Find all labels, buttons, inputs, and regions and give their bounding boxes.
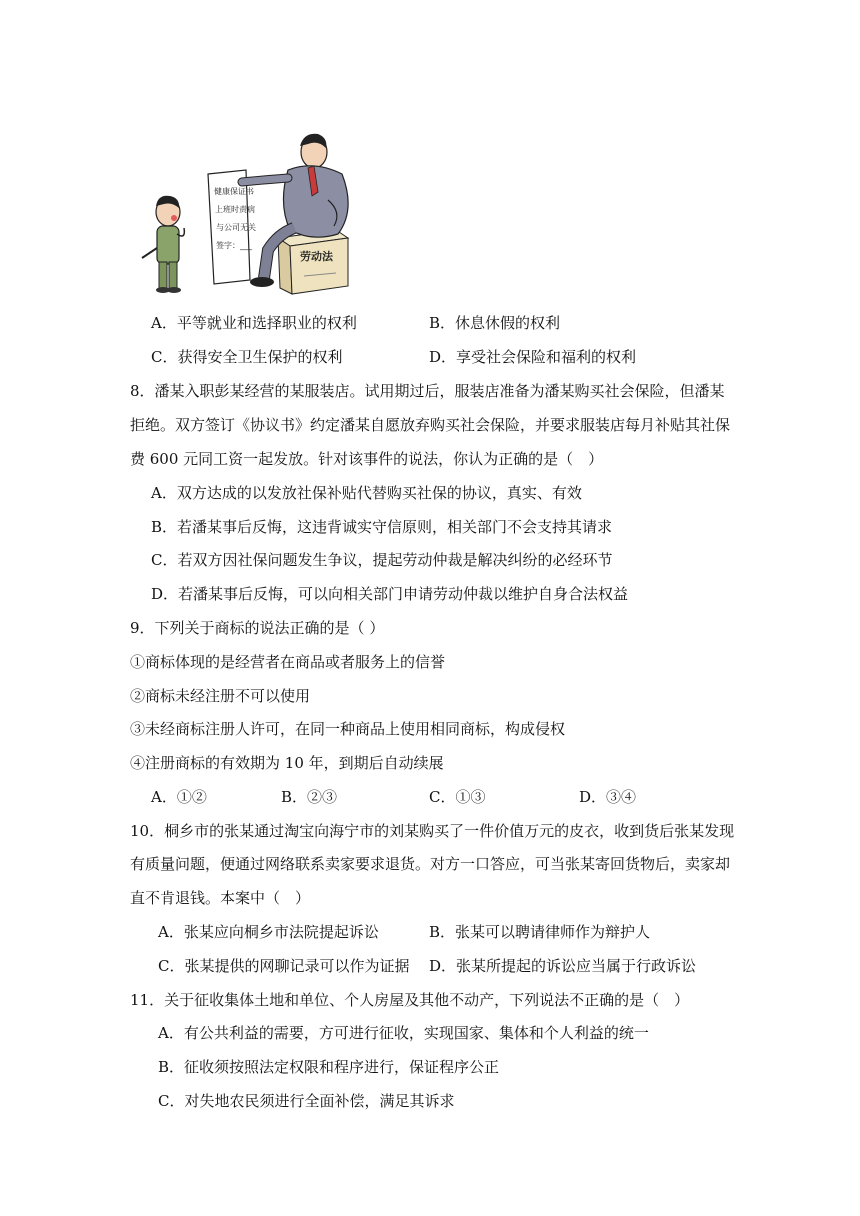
guarantee-document <box>208 170 256 284</box>
q8-option-c: C．若双方因社保问题发生争议，提起劳动仲裁是解决纠纷的必经环节 <box>151 551 613 569</box>
q9-stem: 9．下列关于商标的说法正确的是（ ） <box>130 619 385 637</box>
q8-option-b: B．若潘某事后反悔，这违背诚实守信原则，相关部门不会支持其请求 <box>151 518 613 536</box>
q10-option-d: D．张某所提起的诉讼应当属于行政诉讼 <box>429 957 697 975</box>
q10-stem-line-1: 10．桐乡市的张某通过淘宝向海宁市的刘某购买了一件价值万元的皮衣，收到货后张某发现 <box>130 822 735 840</box>
labor-law-cartoon <box>128 130 356 298</box>
q9-option-c: C．①③ <box>429 788 486 806</box>
q10-stem-line-3: 直不肯退钱。本案中（ ） <box>130 889 311 907</box>
q10-option-c: C．张某提供的网聊记录可以作为证据 <box>158 957 410 975</box>
document-line-4: 签字：___ <box>216 241 252 250</box>
q11-option-c: C．对失地农民须进行全面补偿，满足其诉求 <box>158 1092 455 1110</box>
labor-law-box <box>278 230 348 294</box>
document-line-1: 健康保证书 <box>214 187 254 196</box>
document-line-2: 上班时责病 <box>215 205 255 214</box>
q11-option-b: B．征收须按照法定权限和程序进行，保证程序公正 <box>158 1058 500 1076</box>
q9-option-a: A．①② <box>151 788 207 806</box>
q9-option-d: D．③④ <box>579 788 637 806</box>
q10-stem-line-2: 有质量问题，便通过网络联系卖家要求退货。对方一口答应，可当张某寄回货物后，卖家却 <box>130 855 731 873</box>
q8-option-a: A．双方达成的以发放社保补贴代替购买社保的协议，真实、有效 <box>151 484 582 502</box>
box-label: 劳动法 <box>300 250 333 263</box>
q7-option-a: A．平等就业和选择职业的权利 <box>151 314 357 332</box>
q10-option-b: B．张某可以聘请律师作为辩护人 <box>429 923 651 941</box>
q7-option-b: B．休息休假的权利 <box>429 314 561 332</box>
worker-figure <box>142 196 184 293</box>
q9-option-b: B．②③ <box>281 788 338 806</box>
q8-stem-line-3: 费 600 元同工资一起发放。针对该事件的说法，你认为正确的是（ ） <box>130 450 604 468</box>
q8-stem-line-2: 拒绝。双方签订《协议书》约定潘某自愿放弃购买社会保险，并要求服装店每月补贴其社保 <box>130 416 731 434</box>
q8-option-d: D．若潘某事后反悔，可以向相关部门申请劳动仲裁以维护自身合法权益 <box>151 585 629 603</box>
q11-option-a: A．有公共利益的需要，方可进行征收，实现国家、集体和个人利益的统一 <box>158 1024 649 1042</box>
q9-statement-1: ①商标体现的是经营者在商品或者服务上的信誉 <box>130 653 446 671</box>
q7-option-c: C．获得安全卫生保护的权利 <box>151 348 343 366</box>
q11-stem: 11．关于征收集体土地和单位、个人房屋及其他不动产，下列说法不正确的是（ ） <box>130 991 690 1009</box>
q10-option-a: A．张某应向桐乡市法院提起诉讼 <box>158 923 379 941</box>
q9-statement-3: ③未经商标注册人许可，在同一种商品上使用相同商标，构成侵权 <box>130 720 566 738</box>
q7-option-d: D．享受社会保险和福利的权利 <box>429 348 637 366</box>
document-line-3: 与公司无关 <box>216 223 256 232</box>
q9-statement-4: ④注册商标的有效期为 10 年，到期后自动续展 <box>130 754 444 772</box>
q8-stem-line-1: 8．潘某入职彭某经营的某服装店。试用期过后，服装店准备为潘某购买社会保险，但潘某 <box>130 382 725 400</box>
q9-statement-2: ②商标未经注册不可以使用 <box>130 687 311 705</box>
